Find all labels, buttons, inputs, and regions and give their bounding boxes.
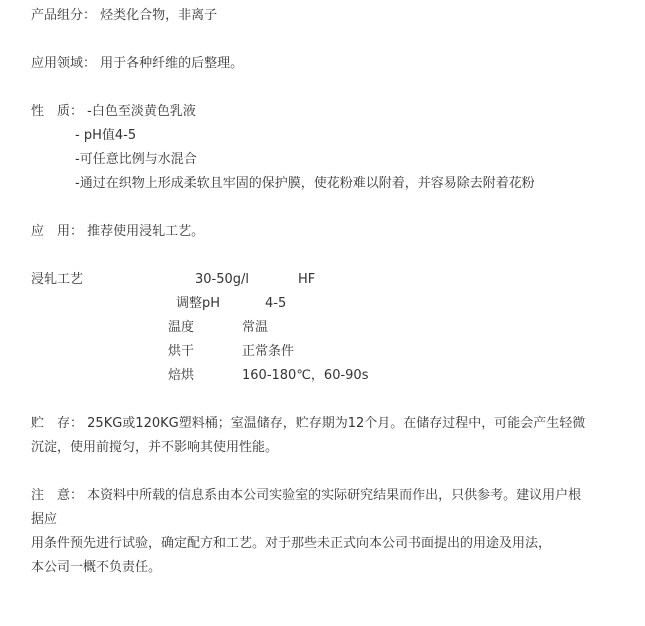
temperature-value: 常温	[242, 320, 269, 335]
composition-label: 产品组分：	[31, 8, 97, 23]
property-item: -可任意比例与水混合	[75, 152, 197, 167]
note-text-line1: 本资料中所载的信息系由本公司实验室的实际研究结果而作出，只供参考。建议用户根	[87, 488, 582, 503]
property-item: - pH值4-5	[75, 128, 137, 143]
property-item: -白色至淡黄色乳液	[87, 104, 196, 119]
storage-text-line1: 25KG或120KG塑料桶；室温储存，贮存期为12个月。在储存过程中，可能会产生轻微	[87, 416, 586, 431]
temperature-label: 温度	[168, 320, 195, 335]
curing-value: 160-180℃，60-90s	[242, 368, 369, 383]
note-row	[31, 488, 581, 504]
note-text-line3: 用条件预先进行试验，确定配方和工艺。对于那些未正式向本公司书面提出的用途及用法，	[31, 536, 552, 551]
storage-label: 贮 存：	[31, 416, 84, 431]
property-item: -通过在织物上形成柔软且牢固的保护膜，使花粉难以附着，并容易除去附着花粉	[75, 176, 535, 191]
note-text-line2: 据应	[31, 512, 58, 527]
composition-value: 烃类化合物，非离子	[100, 8, 218, 23]
properties-label: 性 质：	[31, 104, 84, 119]
note-text-line4: 本公司一概不负责任。	[31, 560, 162, 575]
storage-text-line2: 沉淀，使用前搅匀，并不影响其使用性能。	[31, 440, 279, 455]
padding-product: HF	[298, 272, 316, 287]
application-field-value: 用于各种纤维的后整理。	[100, 56, 244, 71]
drying-label: 烘干	[168, 344, 195, 359]
application-field-row	[31, 56, 243, 72]
usage-value: 推荐使用浸轧工艺。	[87, 224, 205, 239]
composition-row	[31, 8, 217, 24]
note-label: 注 意：	[31, 488, 84, 503]
application-field-label: 应用领域：	[31, 56, 97, 71]
drying-value: 正常条件	[242, 344, 295, 359]
ph-value: 4-5	[265, 296, 287, 311]
usage-row	[31, 224, 204, 240]
curing-label: 焙烘	[168, 368, 195, 383]
properties-row	[31, 104, 196, 120]
ph-label: 调整pH	[176, 296, 221, 311]
padding-process-label: 浸轧工艺	[31, 272, 84, 287]
usage-label: 应 用：	[31, 224, 84, 239]
padding-dosage: 30-50g/l	[195, 272, 250, 287]
storage-row	[31, 416, 585, 432]
